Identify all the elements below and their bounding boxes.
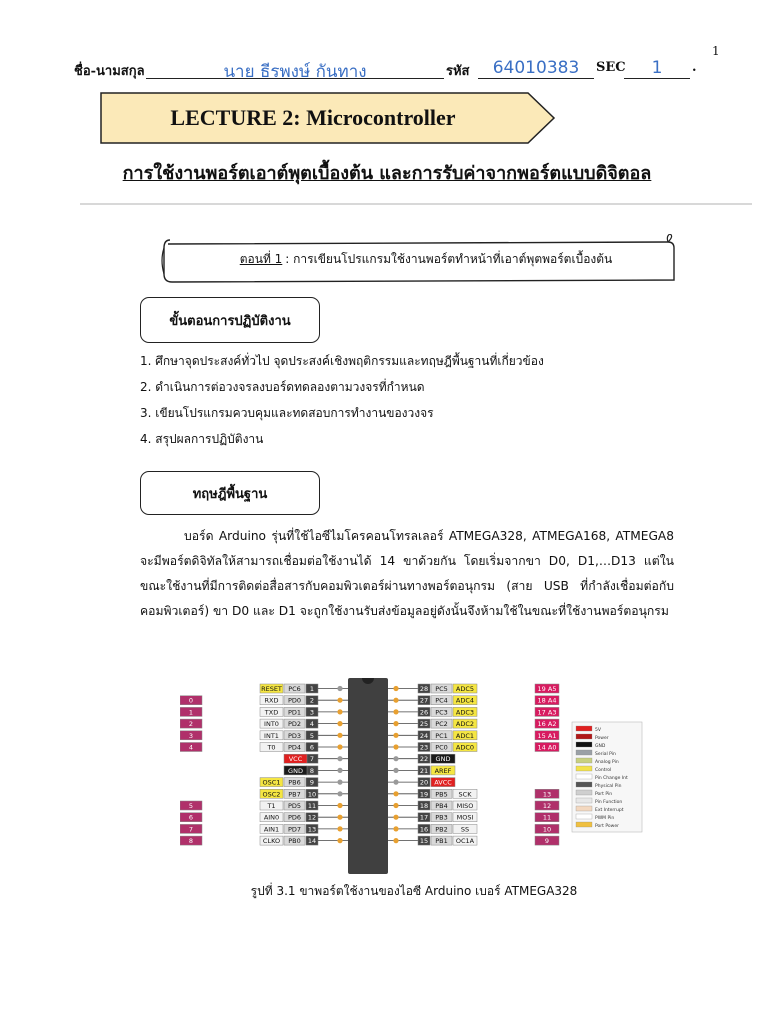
right-pin-20-func-label: AVCC: [434, 778, 452, 787]
right-pin-19-digital-label: 13: [542, 790, 552, 799]
right-pin-24-func-label: ADC1: [455, 731, 475, 740]
right-pin-26-digital-label: 17 A3: [537, 708, 557, 717]
left-pin-1-number-label: 1: [309, 685, 315, 693]
right-pin-15-func-label: OC1A: [455, 837, 475, 846]
right-pin-28-func-label: ADC5: [455, 685, 475, 693]
right-pin-20-number-label: 20: [419, 778, 429, 787]
right-pin-23-number-label: 23: [419, 743, 429, 752]
legend-label: Physical Pin: [595, 784, 622, 789]
procedure-step: 3. เขียนโปรแกรมควบคุมและทดสอบการทำงานของวงจร: [140, 406, 434, 420]
left-pin-11-digital-label: 5: [188, 802, 194, 810]
procedure-steps-list: [140, 348, 544, 452]
right-pin-15-port-label: PB1: [435, 837, 448, 846]
right-pin-26-func-label: ADC3: [455, 708, 475, 717]
right-pin-27-digital-label: 18 A4: [537, 696, 557, 705]
right-pin-25-dot: [393, 721, 398, 726]
legend-label: PWM Pin: [595, 816, 615, 821]
procedure-step: 1. ศึกษาจุดประสงค์ทั่วไป จุดประสงค์เชิงพฤติกรรมและทฤษฎีพื้นฐานที่เกี่ยวข้อง: [140, 354, 544, 368]
legend-swatch: [576, 814, 592, 819]
procedure-step: 2. ดำเนินการต่อวงจรลงบอร์ดทดลองตามวงจรที่กำหนด: [140, 380, 425, 394]
left-pin-3-func-label: TXD: [264, 708, 279, 717]
right-pin-24-port-label: PC1: [435, 731, 448, 740]
left-pin-3-port-label: PD1: [287, 708, 302, 717]
part-label: ตอนที่ 1: [239, 251, 283, 266]
right-pin-15-number-label: 15: [419, 837, 429, 846]
left-pin-12-digital-label: 6: [188, 813, 194, 822]
left-pin-11-port-label: PD5: [287, 802, 302, 810]
legend-label: Ext Interrupt: [595, 808, 624, 813]
right-pin-19-port-label: PB5: [435, 790, 448, 799]
right-pin-25-port-label: PC2: [435, 720, 448, 729]
name-value: นาย ธีรพงษ์ กันทาง: [223, 62, 367, 82]
left-pin-4-dot: [337, 721, 342, 726]
right-pin-28-port-label: PC5: [435, 685, 448, 693]
right-pin-15-digital-label: 9: [544, 837, 550, 846]
legend-swatch: [576, 774, 592, 779]
right-pin-25-number-label: 25: [419, 720, 429, 729]
part-heading: [186, 234, 666, 284]
right-pin-16-port-label: PB2: [435, 825, 448, 834]
left-pin-12-func-label: AIN0: [263, 813, 280, 822]
right-pin-28-number-label: 28: [419, 685, 429, 693]
left-pin-2-number-label: 2: [309, 696, 315, 705]
left-pin-8-func-label: GND: [288, 766, 303, 775]
id-field: [478, 58, 594, 79]
left-pin-4-func-label: INT0: [264, 720, 279, 729]
right-pin-21-number-label: 21: [419, 766, 429, 775]
left-pin-3-number-label: 3: [309, 708, 315, 717]
left-pin-10-port-label: PB7: [288, 790, 301, 799]
left-pin-10-dot: [337, 791, 342, 796]
chip-body: [348, 678, 388, 874]
left-pin-5-port-label: PD3: [287, 731, 302, 740]
procedure-heading: ขั้นตอนการปฏิบัติงาน: [169, 313, 291, 329]
left-pin-7-func-label: VCC: [288, 755, 303, 764]
name-label: ชื่อ-นามสกุล: [74, 64, 145, 79]
right-pin-17-port-label: PB3: [435, 813, 448, 822]
lecture-banner: [98, 90, 558, 146]
right-pin-18-dot: [393, 803, 398, 808]
left-pin-9-number-label: 9: [309, 778, 315, 787]
right-pin-21-func-label: AREF: [434, 766, 452, 775]
legend-label: 5V: [595, 728, 601, 733]
right-pin-24-digital-label: 15 A1: [537, 731, 557, 740]
theory-heading-box: [140, 471, 320, 515]
left-pin-6-dot: [337, 744, 342, 749]
left-pin-5-number-label: 5: [309, 731, 315, 740]
header-end-dot: .: [692, 60, 697, 75]
right-pin-16-number-label: 16: [419, 825, 429, 834]
legend-label: Serial Pin: [595, 752, 616, 757]
right-pin-22-number-label: 22: [419, 755, 429, 764]
right-pin-21-dot: [393, 768, 398, 773]
legend-label: Pin Change Int: [595, 776, 628, 781]
left-pin-9-port-label: PB6: [288, 778, 301, 787]
left-pin-11-func-label: T1: [267, 802, 276, 810]
left-pin-11-number-label: 11: [307, 802, 317, 810]
pinout-diagram: [180, 672, 648, 878]
right-pin-22-func-label: GND: [435, 755, 451, 764]
lecture-title: LECTURE 2: Microcontroller: [170, 105, 456, 130]
sec-label: SEC: [596, 60, 626, 75]
right-pin-17-number-label: 17: [419, 813, 429, 822]
right-pin-17-func-label: MOSI: [456, 813, 474, 822]
right-pin-23-func-label: ADC0: [455, 743, 475, 752]
right-pin-23-digital-label: 14 A0: [537, 743, 557, 752]
left-pin-4-port-label: PD2: [287, 720, 302, 729]
right-pin-18-digital-label: 12: [542, 802, 552, 810]
right-pin-26-number-label: 26: [419, 708, 429, 717]
right-pin-25-digital-label: 16 A2: [537, 720, 557, 729]
theory-heading: ทฤษฎีพื้นฐาน: [192, 486, 268, 502]
left-pin-1-dot: [337, 686, 342, 691]
left-pin-6-func-label: T0: [267, 743, 276, 752]
part-scroll-banner: [158, 234, 676, 284]
right-pin-22-dot: [393, 756, 398, 761]
right-pin-23-port-label: PC0: [435, 743, 448, 752]
sec-field: [624, 58, 690, 79]
legend-label: GND: [595, 744, 606, 749]
right-pin-19-func-label: SCK: [458, 790, 472, 799]
left-pin-10-func-label: OSC2: [262, 790, 281, 799]
left-pin-2-digital-label: 0: [188, 696, 194, 705]
legend-label: Pin Function: [595, 800, 623, 805]
right-pin-18-port-label: PB4: [435, 802, 448, 810]
left-pin-14-number-label: 14: [307, 837, 317, 846]
legend-swatch: [576, 742, 592, 747]
name-field: [146, 58, 444, 82]
left-pin-3-dot: [337, 709, 342, 714]
left-pin-14-func-label: CLKO: [262, 837, 281, 846]
pinout-figure: [180, 672, 648, 878]
left-pin-7-number-label: 7: [309, 755, 315, 764]
left-pin-2-func-label: RXD: [264, 696, 279, 705]
right-pin-24-number-label: 24: [419, 731, 429, 740]
legend-swatch: [576, 750, 592, 755]
left-pin-14-port-label: PB0: [288, 837, 301, 846]
right-pin-27-dot: [393, 698, 398, 703]
left-pin-4-number-label: 4: [309, 720, 315, 729]
left-pin-14-digital-label: 8: [188, 837, 194, 846]
right-pin-28-dot: [393, 686, 398, 691]
right-pin-15-dot: [393, 838, 398, 843]
right-pin-28-digital-label: 19 A5: [537, 685, 557, 693]
procedure-step: 4. สรุปผลการปฏิบัติงาน: [140, 432, 264, 446]
left-pin-8-number-label: 8: [309, 766, 315, 775]
right-pin-26-port-label: PC3: [435, 708, 448, 717]
legend-swatch: [576, 790, 592, 795]
right-pin-19-number-label: 19: [419, 790, 429, 799]
legend-label: Power: [595, 736, 609, 741]
left-pin-12-dot: [337, 815, 342, 820]
legend-swatch: [576, 766, 592, 771]
left-pin-6-port-label: PD4: [287, 743, 302, 752]
legend-swatch: [576, 734, 592, 739]
left-pin-6-digital-label: 4: [188, 743, 194, 752]
legend-swatch: [576, 806, 592, 811]
left-pin-13-func-label: AIN1: [263, 825, 280, 834]
left-pin-9-dot: [337, 780, 342, 785]
figure-caption: รูปที่ 3.1 ขาพอร์ตใช้งานของไอซี Arduino เบอร์ ATMEGA328: [250, 884, 578, 898]
left-pin-11-dot: [337, 803, 342, 808]
right-pin-17-dot: [393, 815, 398, 820]
procedure-heading-box: [140, 297, 320, 343]
left-pin-13-dot: [337, 826, 342, 831]
right-pin-19-dot: [393, 791, 398, 796]
right-pin-20-dot: [393, 780, 398, 785]
right-pin-27-port-label: PC4: [435, 696, 448, 705]
part-text: : การเขียนโปรแกรมใช้งานพอร์ตทำหน้าที่เอาต์พุตพอร์ตเบื้องต้น: [285, 251, 613, 266]
left-pin-3-digital-label: 1: [188, 708, 194, 717]
left-pin-12-port-label: PD6: [287, 813, 302, 822]
left-pin-8-dot: [337, 768, 342, 773]
right-pin-18-func-label: MISO: [456, 802, 474, 810]
legend-swatch: [576, 726, 592, 731]
right-pin-16-dot: [393, 826, 398, 831]
left-pin-6-number-label: 6: [309, 743, 315, 752]
left-pin-9-func-label: OSC1: [262, 778, 281, 787]
theory-paragraph: บอร์ด Arduino รุ่นที่ใช้ไอซีไมโครคอนโทรลเลอร์ ATMEGA328, ATMEGA168, ATMEGA8 จะมีพอร์ตดิจิทัลให้สามารถเชื่อมต่อใช้งานได้ 14 ขาด้วยกัน โดยเริ่มจากขา D0, D1,…D13 แต่ในขณะใช้งานที่มีการติดต่อสื่อสารกับคอมพิวเตอร์ผ่านทางพอร์ตอนุกรม (สาย USB ที่กำลังเชื่อมต่อกับคอมพิวเตอร์) ขา D0 และ D1 จะถูกใช้งานรับส่งข้อมูลอยู่ดังนั้นจึงห้ามใช้ในขณะที่ใช้งานพอร์ตอนุกรม: [140, 529, 674, 618]
right-pin-16-func-label: SS: [460, 825, 470, 834]
left-pin-2-dot: [337, 698, 342, 703]
right-pin-24-dot: [393, 733, 398, 738]
id-value: 64010383: [492, 58, 580, 78]
legend-label: Control: [595, 768, 612, 773]
left-pin-1-port-label: PC6: [288, 685, 301, 693]
legend-swatch: [576, 782, 592, 787]
left-pin-13-port-label: PD7: [287, 825, 302, 834]
right-pin-17-digital-label: 11: [542, 813, 552, 822]
left-pin-14-dot: [337, 838, 342, 843]
left-pin-12-number-label: 12: [307, 813, 317, 822]
right-pin-18-number-label: 18: [419, 802, 429, 810]
id-label: รหัส: [446, 64, 470, 79]
left-pin-13-digital-label: 7: [188, 825, 194, 834]
left-pin-1-func-label: RESET: [261, 685, 282, 693]
right-pin-26-dot: [393, 709, 398, 714]
right-pin-23-dot: [393, 744, 398, 749]
legend-label: Port Power: [595, 824, 619, 829]
right-pin-25-func-label: ADC2: [455, 720, 475, 729]
left-pin-10-number-label: 10: [307, 790, 317, 799]
theory-paragraph-block: [140, 524, 674, 624]
legend-swatch: [576, 758, 592, 763]
left-pin-5-dot: [337, 733, 342, 738]
page-number: 1: [712, 44, 720, 58]
legend-label: Port Pin: [595, 792, 613, 797]
left-pin-5-digital-label: 3: [188, 731, 194, 740]
sec-value: 1: [651, 58, 663, 78]
right-pin-16-digital-label: 10: [542, 825, 552, 834]
right-pin-27-func-label: ADC4: [455, 696, 475, 705]
legend-swatch: [576, 822, 592, 827]
divider: [80, 203, 752, 205]
left-pin-13-number-label: 13: [307, 825, 317, 834]
legend-swatch: [576, 798, 592, 803]
legend-label: Analog Pin: [595, 760, 619, 765]
left-pin-5-func-label: INT1: [264, 731, 279, 740]
left-pin-2-port-label: PD0: [287, 696, 302, 705]
right-pin-27-number-label: 27: [419, 696, 429, 705]
left-pin-7-dot: [337, 756, 342, 761]
left-pin-4-digital-label: 2: [188, 720, 194, 729]
page-subtitle: การใช้งานพอร์ตเอาต์พุตเบื้องต้น และการรับค่าจากพอร์ตแบบดิจิตอล: [122, 163, 652, 184]
